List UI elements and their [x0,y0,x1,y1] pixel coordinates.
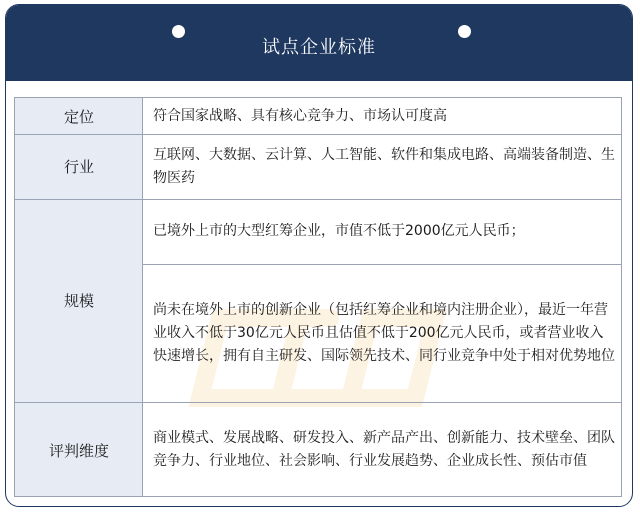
pin-dot-right [458,25,471,38]
row-text-position: 符合国家战略、具有核心竞争力、市场认可度高 [153,107,447,124]
row-label-position: 定位 [63,107,94,126]
row-text-scale-listed: 已境外上市的大型红筹企业，市值不低于2000亿元人民币； [153,223,525,239]
standards-table [14,97,622,497]
row-label-industry: 行业 [63,158,94,176]
card-header [6,5,632,81]
row-label-scale: 规模 [63,292,94,310]
row-text-criteria: 商业模式、发展战略、研发投入、新产品产出、创新能力、技术壁垒、团队竞争力、行业地位、社会影响、行业发展趋势、企业成长性、预估市值 [153,430,615,469]
row-label-criteria: 评判维度 [48,441,109,460]
row-text-industry: 互联网、大数据、云计算、人工智能、软件和集成电路、高端装备制造、生物医药 [153,146,615,186]
card-title: 试点企业标准 [262,37,376,58]
pin-dot-left [172,25,185,38]
standards-card [5,4,633,507]
row-text-scale-unlisted: 尚未在境外上市的创新企业（包括红筹企业和境内注册企业），最近一年营业收入不低于30亿元人民币且估值不低于200亿元人民币，或者营业收入快速增长，拥有自主研发、国际领先技术、同行业竞争中处于相对优势地位 [153,301,615,364]
